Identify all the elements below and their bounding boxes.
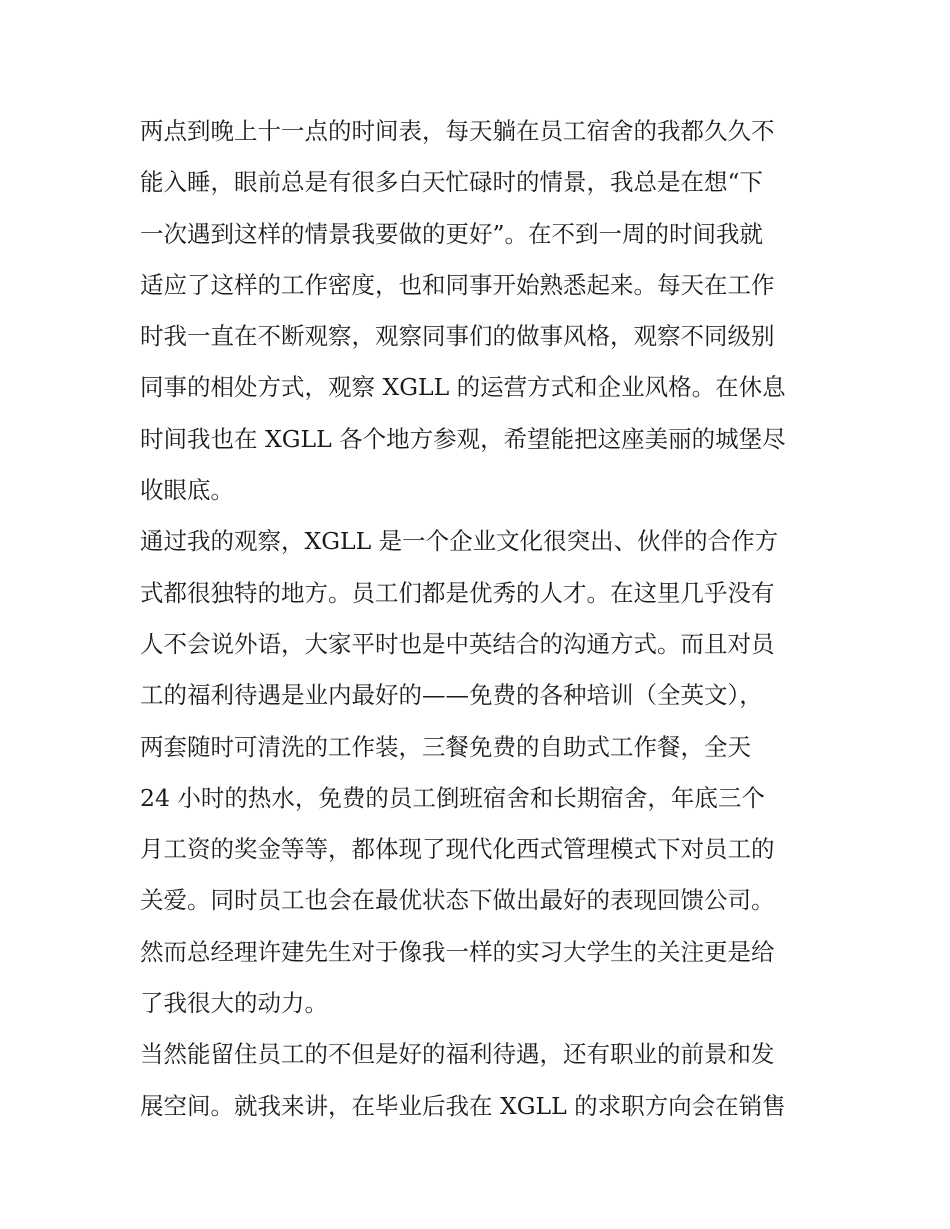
body-text: [140, 106, 820, 1132]
text-line: 两套随时可清洗的工作装，三餐免费的自助式工作餐，全天: [140, 732, 751, 761]
text-line: 两点到晚上十一点的时间表，每天躺在员工宿舍的我都久久不: [140, 117, 775, 145]
text-line: 时我一直在不断观察，观察同事们的做事风格，观察不同级别: [140, 322, 775, 351]
text-line: 工的福利待遇是业内最好的——免费的各种培训（全英文），: [140, 681, 763, 710]
text-line: 式都很独特的地方。员工们都是优秀的人才。在这里几乎没有: [140, 578, 775, 607]
text-line: 通过我的观察，XGLL 是一个企业文化很突出、伙伴的合作方: [140, 527, 779, 556]
text-line: 一次遇到这样的情景我要做的更好”。在不到一周的时间我就: [140, 219, 764, 248]
text-line: 24 小时的热水，免费的员工倒班宿舍和长期宿舍，年底三个: [140, 783, 765, 812]
text-line: 然而总经理许建先生对于像我一样的实习大学生的关注更是给: [140, 937, 775, 966]
text-line: 展空间。就我来讲，在毕业后我在 XGLL 的求职方向会在销售: [140, 1091, 786, 1120]
text-line: 收眼底。: [140, 476, 234, 505]
text-line: 人不会说外语，大家平时也是中英结合的沟通方式。而且对员: [140, 629, 775, 658]
text-line: 了我很大的动力。: [140, 989, 328, 1018]
text-line: 能入睡，眼前总是有很多白天忙碌时的情景，我总是在想“下: [140, 168, 764, 197]
text-line: 关爱。同时员工也会在最优状态下做出最好的表现回馈公司。: [140, 886, 775, 915]
text-line: 同事的相处方式，观察 XGLL 的运营方式和企业风格。在休息: [140, 373, 786, 402]
text-line: 适应了这样的工作密度，也和同事开始熟悉起来。每天在工作: [140, 270, 775, 299]
text-line: 当然能留住员工的不但是好的福利待遇，还有职业的前景和发: [140, 1040, 775, 1069]
text-line: 月工资的奖金等等，都体现了现代化西式管理模式下对员工的: [140, 835, 775, 864]
text-line: 时间我也在 XGLL 各个地方参观，希望能把这座美丽的城堡尽: [140, 424, 786, 453]
